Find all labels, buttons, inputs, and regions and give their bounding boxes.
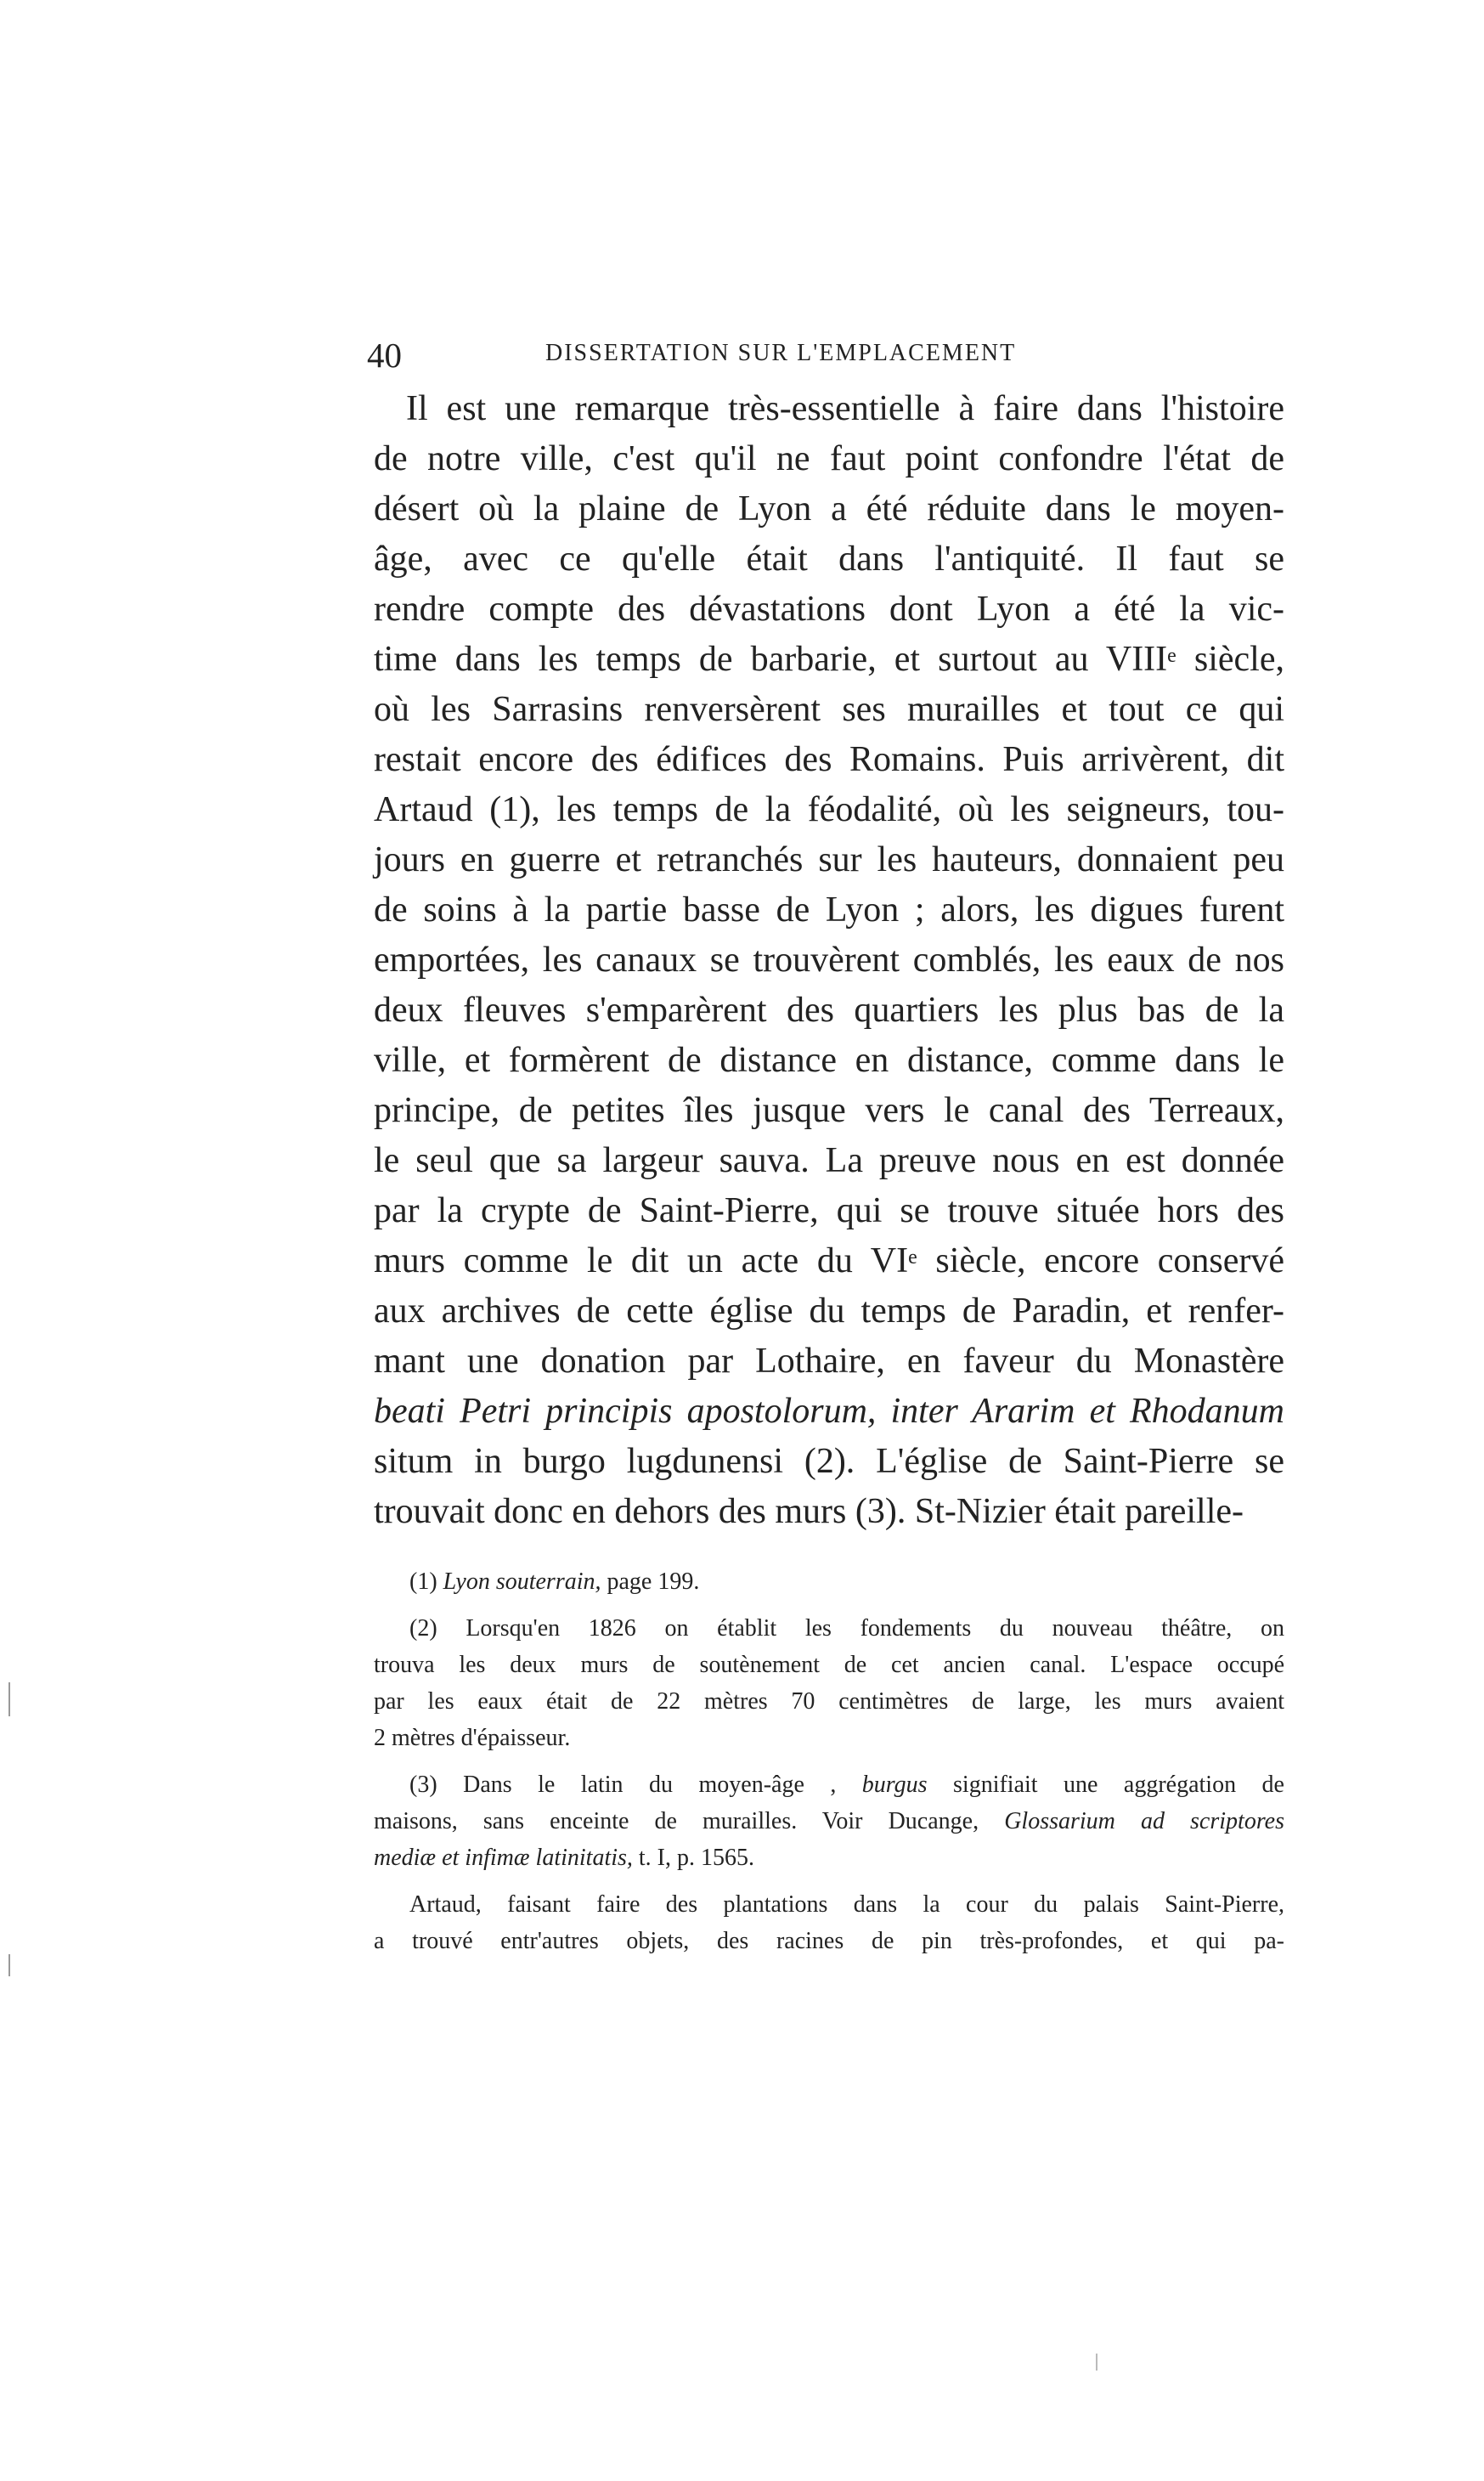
body-line xyxy=(374,1236,1284,1286)
body-line: restait encore des édifices des Romains. Puis arrivèrent, dit xyxy=(374,740,1284,779)
footnote-line: a trouvé entr'autres objets, des racines de pin très-profondes, et qui pa- xyxy=(374,1928,1284,1954)
footnote-title: Lyon souterrain, xyxy=(443,1568,601,1595)
body-line: mant une donation par Lothaire, en faveur du Monastère xyxy=(374,1342,1284,1381)
scan-artifact-mark xyxy=(1096,2354,1097,2371)
body-line: par la crypte de Saint-Pierre, qui se trouve située hors des xyxy=(374,1191,1284,1230)
footnote-text: (3) Dans le latin du moyen-âge , xyxy=(409,1772,862,1798)
footnote-line: (2) Lorsqu'en 1826 on établit les fondements du nouveau théâtre, on xyxy=(409,1615,1284,1642)
footnote-text: t. I, p. 1565. xyxy=(632,1845,755,1871)
body-line: situm in burgo lugdunensi (2). L'église de Saint-Pierre se xyxy=(374,1442,1284,1481)
body-line-text: siècle, encore conservé xyxy=(917,1241,1285,1280)
body-line: où les Sarrasins renversèrent ses murailles et tout ce qui xyxy=(374,690,1284,729)
body-line xyxy=(374,635,1284,685)
body-line-text: siècle, xyxy=(1176,640,1284,679)
footnote-text: page 199. xyxy=(601,1568,700,1595)
footnote-line xyxy=(374,1840,1284,1876)
footnote-italic: mediæ et infimæ latinitatis, xyxy=(374,1845,633,1871)
footnote-line: trouva les deux murs de soutènement de cet ancien canal. L'espace occupé xyxy=(374,1652,1284,1678)
body-line: Il est une remarque très-essentielle à faire dans l'histoire xyxy=(406,389,1284,428)
body-line: le seul que sa largeur sauva. La preuve nous en est donnée xyxy=(374,1141,1284,1180)
body-line: emportées, les canaux se trouvèrent comblés, les eaux de nos xyxy=(374,941,1284,980)
footnote-text: signifiait une aggrégation de xyxy=(927,1772,1284,1798)
body-line-text: time dans les temps de barbarie, et surtout au VIII xyxy=(374,640,1168,679)
footnote-line: par les eaux était de 22 mètres 70 centimètres de large, les murs avaient xyxy=(374,1688,1284,1715)
body-line-italic: beati Petri principis apostolorum, inter Ararim et Rhodanum xyxy=(374,1392,1284,1431)
footnote-2 xyxy=(374,1610,1284,1756)
body-line: âge, avec ce qu'elle était dans l'antiquité. Il faut se xyxy=(374,540,1284,579)
body-line: de notre ville, c'est qu'il ne faut point confondre l'état de xyxy=(374,439,1284,478)
footnote-3 xyxy=(374,1766,1284,1876)
footnote-line xyxy=(374,1563,1284,1600)
scan-artifact-mark xyxy=(8,1954,10,1976)
body-line: désert où la plaine de Lyon a été réduite dans le moyen- xyxy=(374,489,1284,528)
body-line: ville, et formèrent de distance en distance, comme dans le xyxy=(374,1041,1284,1080)
main-paragraph xyxy=(374,384,1284,1537)
footnote-line xyxy=(374,1803,1284,1840)
page-header xyxy=(367,326,1092,377)
footnote-text: maisons, sans enceinte de murailles. Voir Ducange, xyxy=(374,1808,1005,1834)
footnote-italic: Glossarium ad scriptores xyxy=(1004,1808,1285,1834)
footnotes xyxy=(374,1563,1284,1970)
footnote-italic: burgus xyxy=(861,1772,928,1798)
body-line: principe, de petites îles jusque vers le canal des Terreaux, xyxy=(374,1091,1284,1130)
body-line: jours en guerre et retranchés sur les hauteurs, donnaient peu xyxy=(374,840,1284,879)
body-line: aux archives de cette église du temps de Paradin, et renfer- xyxy=(374,1291,1284,1331)
superscript: e xyxy=(908,1246,917,1269)
body-line: rendre compte des dévastations dont Lyon a été la vic- xyxy=(374,590,1284,629)
body-line: Artaud (1), les temps de la féodalité, où les seigneurs, tou- xyxy=(374,790,1284,829)
footnote-line: 2 mètres d'épaisseur. xyxy=(374,1725,571,1751)
footnote-line: Artaud, faisant faire des plantations dans la cour du palais Saint-Pierre, xyxy=(409,1891,1284,1918)
footnote-4 xyxy=(374,1886,1284,1959)
running-title: DISSERTATION SUR L'EMPLACEMENT xyxy=(545,340,1017,366)
superscript: e xyxy=(1167,645,1176,667)
body-line-text: murs comme le dit un acte du VI xyxy=(374,1241,909,1280)
footnote-line xyxy=(374,1766,1284,1803)
scan-artifact-mark xyxy=(8,1682,10,1716)
footnote-1 xyxy=(374,1563,1284,1600)
body-line: de soins à la partie basse de Lyon ; alors, les digues furent xyxy=(374,890,1284,930)
page-number: 40 xyxy=(367,336,402,375)
body-line: deux fleuves s'emparèrent des quartiers les plus bas de la xyxy=(374,991,1284,1030)
body-line: trouvait donc en dehors des murs (3). St-Nizier était pareille- xyxy=(374,1492,1244,1531)
footnote-mark: (1) xyxy=(409,1568,437,1595)
